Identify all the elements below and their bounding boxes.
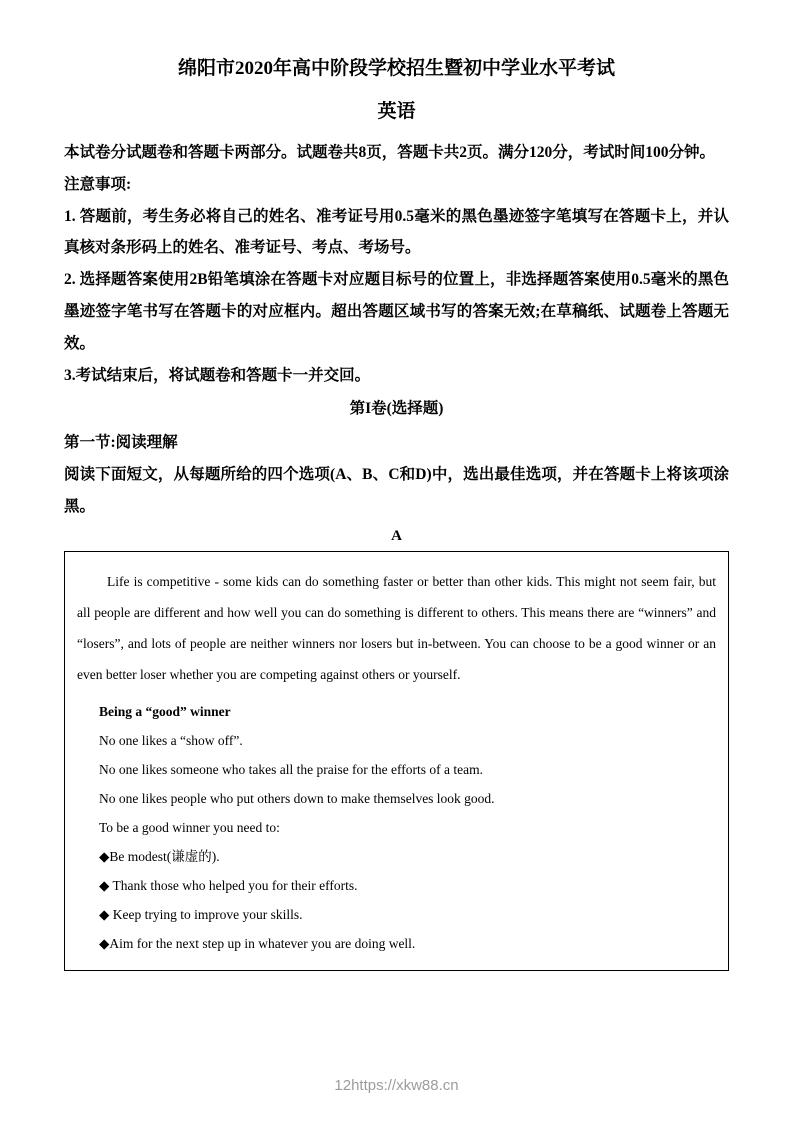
bullet-item-3 bbox=[99, 905, 716, 925]
footer-url[interactable]: https://xkw88.cn bbox=[351, 1077, 459, 1094]
passage-line-1: No one likes a “show off”. bbox=[99, 733, 243, 749]
page-number: 12 bbox=[334, 1077, 352, 1094]
diamond-icon: ◆ bbox=[99, 907, 110, 923]
diamond-icon: ◆ bbox=[99, 936, 110, 952]
passage-line-4: To be a good winner you need to: bbox=[99, 820, 280, 836]
bullet-text: Aim for the next step up in whatever you are doing well. bbox=[109, 936, 416, 952]
passage-body bbox=[99, 702, 716, 954]
passage-intro: Life is competitive - some kids can do something faster or better than other kids. This might not seem fair, but all people are different and how well you can do something is different to others. This means there are “winners” and “losers”, and lots of people are neither winners nor losers but in-between. You can choose to be a good winner or an even better loser whether you are competing against others or yourself. bbox=[77, 574, 716, 683]
notice-item-3: 3.考试结束后，将试题卷和答题卡一并交回。 bbox=[64, 366, 371, 384]
exam-intro: 本试卷分试题卷和答题卡两部分。试题卷共8页，答题卡共2页。满分120分，考试时间100分钟。 bbox=[64, 144, 716, 162]
bullet-text: Keep trying to improve your skills. bbox=[109, 907, 303, 923]
section-heading: 第一节:阅读理解 bbox=[64, 434, 178, 452]
bullet-item-1 bbox=[99, 847, 716, 867]
exam-title: 绵阳市2020年高中阶段学校招生暨初中学业水平考试 bbox=[177, 58, 615, 79]
notice-item-2: 2. 选择题答案使用2B铅笔填涂在答题卡对应题目标号的位置上，非选择题答案使用0.5毫米的黑色墨迹签字笔书写在答题卡的对应框内。超出答题区域书写的答案无效;在草稿纸、试题卷上答题无效。 bbox=[64, 271, 729, 352]
passage-line-2: No one likes someone who takes all the praise for the efforts of a team. bbox=[99, 762, 484, 778]
bullet-item-2 bbox=[99, 876, 716, 896]
notice-heading: 注意事项: bbox=[64, 175, 132, 193]
passage-subheading: Being a “good” winner bbox=[99, 704, 231, 720]
exam-subject: 英语 bbox=[377, 100, 416, 122]
bullet-text: Be modest(谦虚的). bbox=[109, 849, 220, 865]
bullet-text: Thank those who helped you for their efforts. bbox=[109, 878, 358, 894]
page-footer bbox=[0, 1077, 793, 1094]
diamond-icon: ◆ bbox=[99, 849, 110, 865]
bullet-item-4 bbox=[99, 934, 716, 954]
reading-passage-box bbox=[64, 551, 729, 971]
notice-item-1: 1. 答题前，考生务必将自己的姓名、准考证号用0.5毫米的黑色墨迹签字笔填写在答题卡上，并认真核对条形码上的姓名、准考证号、考点、考场号。 bbox=[64, 207, 729, 257]
diamond-icon: ◆ bbox=[99, 878, 110, 894]
volume-heading: 第I卷(选择题) bbox=[349, 400, 444, 418]
passage-label: A bbox=[391, 528, 402, 545]
section-instructions: 阅读下面短文，从每题所给的四个选项(A、B、C和D)中，选出最佳选项，并在答题卡上将该项涂黑。 bbox=[64, 465, 729, 515]
passage-line-3: No one likes people who put others down to make themselves look good. bbox=[99, 791, 495, 807]
